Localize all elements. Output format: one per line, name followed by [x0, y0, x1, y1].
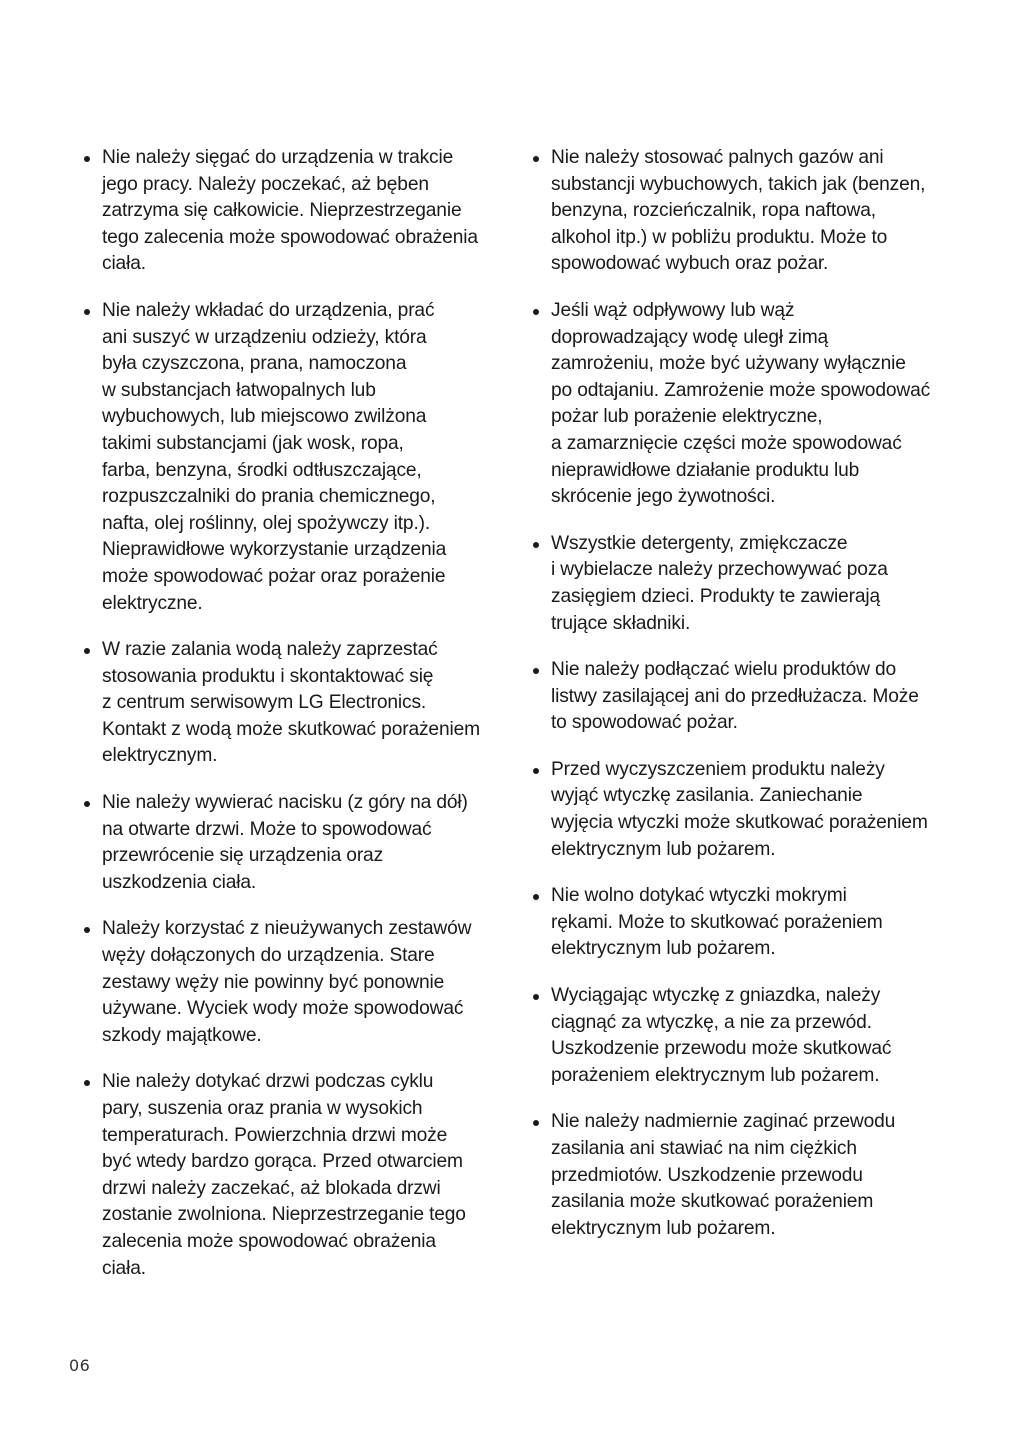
bullet-icon — [533, 156, 539, 162]
list-item-text: Nie należy wkładać do urządzenia, prać ani suszyć w urządzeniu odzieży, która była czyszczona, prana, namoczona w substancjach łatwopalnych lub wybuchowych, lub miejscowo zwilżona takimi substancjami (jak wosk, ropa, farba, benzyna, środki odtłuszczające, rozpuszczalniki do prania chemicznego, nafta, olej roślinny, olej spożywczy itp.). Nieprawidłowe wykorzystanie urządzenia może spowodować pożar oraz porażenie elektryczne. — [102, 299, 447, 614]
bullet-icon — [533, 668, 539, 674]
list-item — [533, 983, 958, 1089]
left-column — [84, 145, 514, 1302]
bullet-icon — [84, 1080, 90, 1086]
bullet-icon — [533, 542, 539, 548]
list-item — [533, 757, 958, 863]
list-item-text: Nie należy stosować palnych gazów ani substancji wybuchowych, takich jak (benzen, benzyna, rozcieńczalnik, ropa naftowa, alkohol itp.) w pobliżu produktu. Może to spowodować wybuch oraz pożar. — [551, 147, 926, 275]
bullet-icon — [84, 648, 90, 654]
list-item — [84, 637, 514, 770]
right-column — [533, 145, 958, 1262]
bullet-icon — [84, 801, 90, 807]
list-item-text: Nie należy podłączać wielu produktów do listwy zasilającej ani do przedłużacza. Może to spowodować pożar. — [551, 659, 919, 734]
list-item-text: Nie należy wywierać nacisku (z góry na dół) na otwarte drzwi. Może to spowodować przewrócenie się urządzenia oraz uszkodzenia ciała. — [102, 792, 468, 893]
list-item — [533, 883, 958, 963]
bullet-icon — [84, 927, 90, 933]
list-item — [84, 916, 514, 1049]
list-item-text: Wyciągając wtyczkę z gniazdka, należy ciągnąć za wtyczkę, a nie za przewód. Uszkodzenie przewodu może skutkować porażeniem elektrycznym lub pożarem. — [551, 985, 892, 1086]
list-item — [84, 298, 514, 617]
page-number: 06 — [69, 1356, 91, 1375]
list-item-text: Nie należy nadmiernie zaginać przewodu zasilania ani stawiać na nim ciężkich przedmiotów. Uszkodzenie przewodu zasilania może skutkować porażeniem elektrycznym lub pożarem. — [551, 1111, 896, 1239]
bullet-icon — [533, 768, 539, 774]
list-item-text: Wszystkie detergenty, zmiękczacze i wybielacze należy przechowywać poza zasięgiem dzieci. Produkty te zawierają trujące składniki. — [551, 532, 888, 634]
list-item — [533, 145, 958, 278]
bullet-icon — [533, 894, 539, 900]
list-item — [533, 531, 958, 637]
list-item — [533, 298, 958, 511]
list-item — [533, 1109, 958, 1242]
list-item — [84, 790, 514, 896]
list-item-text: Nie należy dotykać drzwi podczas cyklu pary, suszenia oraz prania w wysokich temperaturach. Powierzchnia drzwi może być wtedy bardzo gorąca. Przed otwarciem drzwi należy zaczekać, aż blokada drzwi zostanie zwolniona. Nieprzestrzeganie tego zalecenia może spowodować obrażenia ciała. — [102, 1071, 466, 1279]
list-item — [84, 1069, 514, 1282]
bullet-icon — [84, 156, 90, 162]
bullet-icon — [84, 309, 90, 315]
bullet-icon — [533, 994, 539, 1000]
list-item-text: Jeśli wąż odpływowy lub wąż doprowadzający wodę uległ zimą zamrożeniu, może być używany wyłącznie po odtajaniu. Zamrożenie może spowodować pożar lub porażenie elektryczne, a zamarznięcie części może spowodować nieprawidłowe działanie produktu lub skrócenie jego żywotności. — [551, 299, 931, 508]
list-item-text: W razie zalania wodą należy zaprzestać stosowania produktu i skontaktować się z centrum serwisowym LG Electronics. Kontakt z wodą może skutkować porażeniem elektrycznym. — [102, 639, 480, 767]
bullet-icon — [533, 1120, 539, 1126]
list-item-text: Przed wyczyszczeniem produktu należy wyjąć wtyczkę zasilania. Zaniechanie wyjęcia wtyczki może skutkować porażeniem elektrycznym lub pożarem. — [551, 758, 928, 860]
list-item-text: Nie należy sięgać do urządzenia w trakcie jego pracy. Należy poczekać, aż bęben zatrzyma się całkowicie. Nieprzestrzeganie tego zalecenia może spowodować obrażenia ciała. — [102, 147, 478, 275]
bullet-icon — [533, 309, 539, 315]
list-item — [533, 657, 958, 737]
list-item-text: Należy korzystać z nieużywanych zestawów węży dołączonych do urządzenia. Stare zestawy węży nie powinny być ponownie używane. Wyciek wody może spowodować szkody majątkowe. — [102, 918, 472, 1046]
list-item — [84, 145, 514, 278]
list-item-text: Nie wolno dotykać wtyczki mokrymi rękami. Może to skutkować porażeniem elektrycznym lub pożarem. — [551, 885, 883, 960]
